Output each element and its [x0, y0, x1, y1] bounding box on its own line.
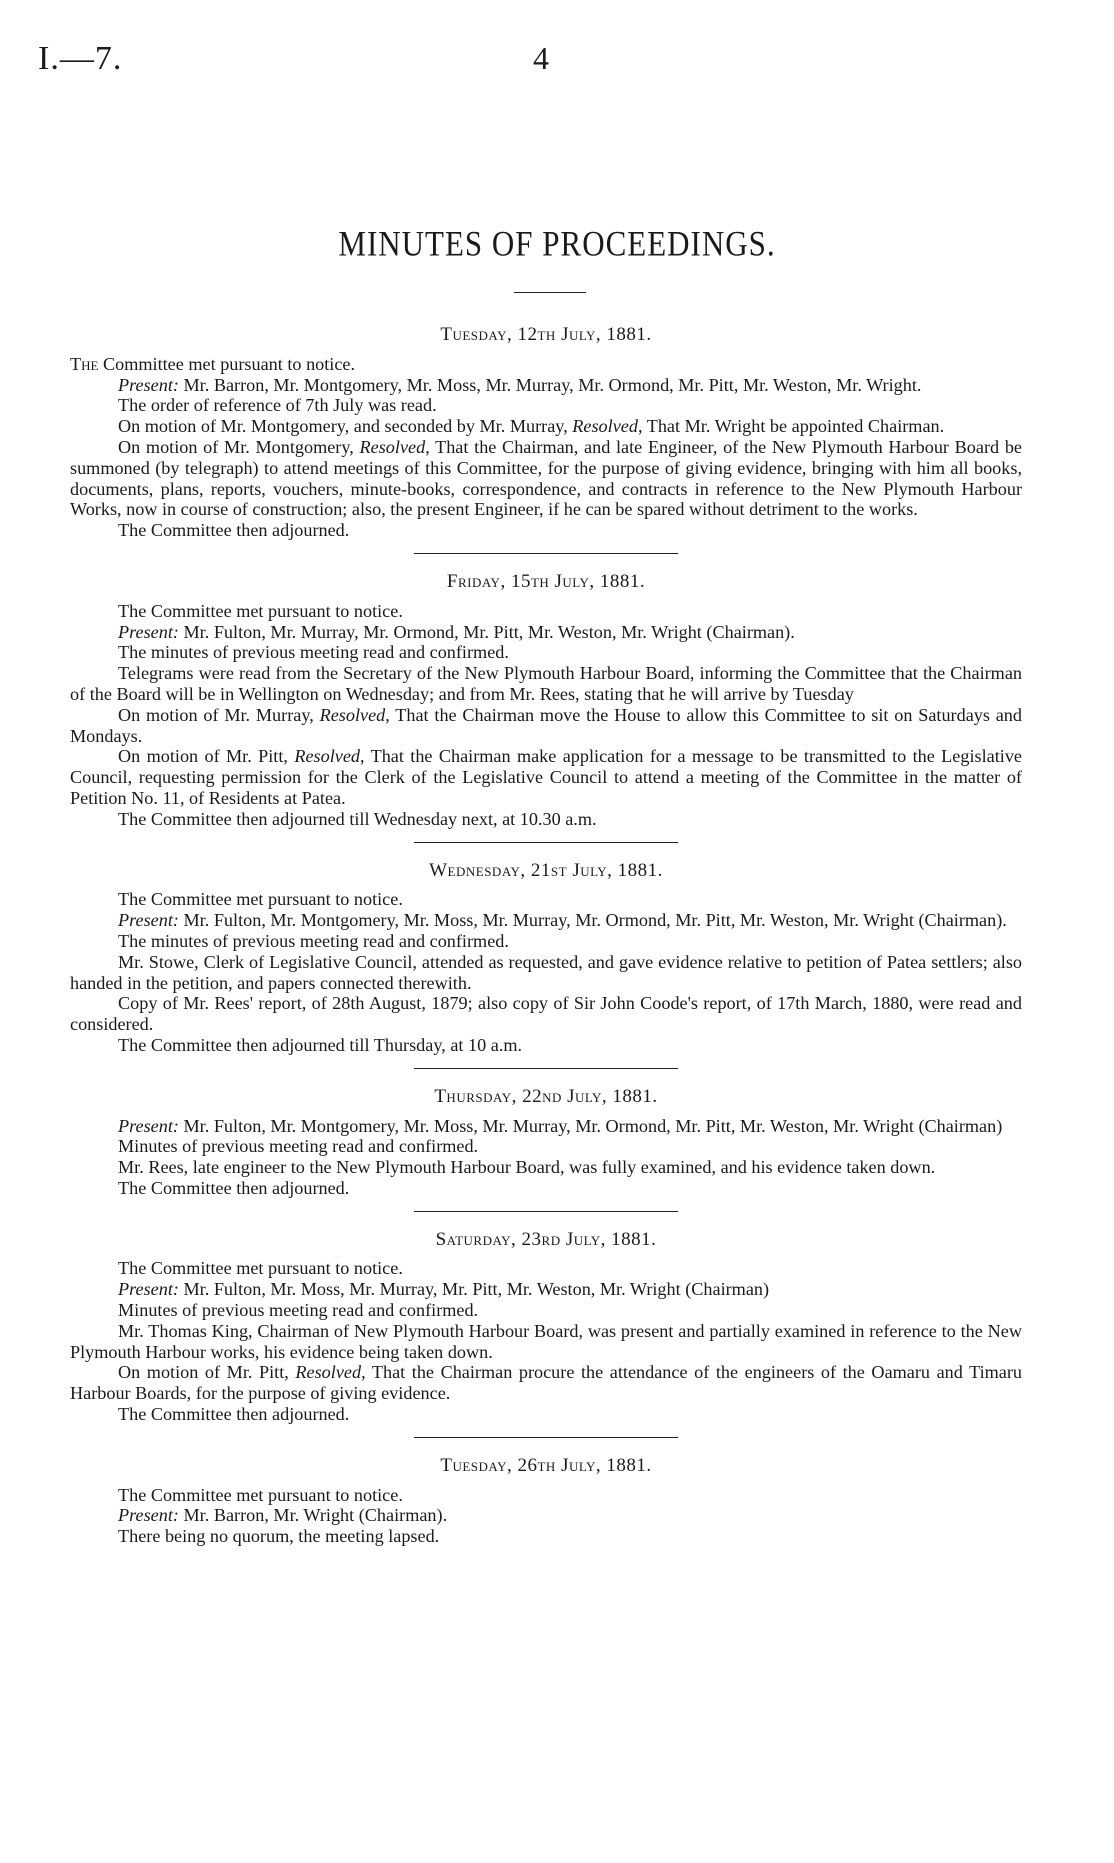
minute-paragraph: Mr. Thomas King, Chairman of New Plymouth Harbour Board, was present and partially examined in reference to the New Plymouth Harbour works, his evidence being taken down. [70, 1320, 1022, 1362]
minute-paragraph: On motion of Mr. Pitt, Resolved, That the Chairman procure the attendance of the engineers of the Oamaru and Timaru Harbour Boards, for the purpose of giving evidence. [70, 1362, 1022, 1404]
meeting-date: Wednesday, 21st July, 1881. [429, 859, 663, 881]
minute-paragraph: Telegrams were read from the Secretary of the New Plymouth Harbour Board, informing the Committee that the Chairman of the Board will be in Wellington on Wednesday; and from Mr. Rees, stating that he will arrive by Tuesday [70, 663, 1022, 704]
minute-paragraph: There being no quorum, the meeting lapsed. [118, 1526, 440, 1547]
minute-paragraph: The Committee met pursuant to notice. [118, 889, 403, 910]
section-divider [414, 1211, 678, 1212]
minute-paragraph: Minutes of previous meeting read and confirmed. [118, 1300, 479, 1321]
minute-paragraph: The minutes of previous meeting read and confirmed. [118, 642, 509, 663]
meeting-date: Thursday, 22nd July, 1881. [434, 1085, 658, 1107]
minute-paragraph: On motion of Mr. Montgomery, and seconded by Mr. Murray, Resolved, That Mr. Wright be appointed Chairman. [118, 416, 945, 437]
title-divider [514, 292, 586, 293]
minute-paragraph: The Committee then adjourned. [118, 1177, 350, 1198]
minute-paragraph: The Committee then adjourned till Thursday, at 10 a.m. [118, 1034, 523, 1055]
meeting-date: Tuesday, 26th July, 1881. [440, 1454, 652, 1476]
section-divider [414, 1437, 678, 1438]
minute-paragraph: Present: Mr. Fulton, Mr. Murray, Mr. Ormond, Mr. Pitt, Mr. Weston, Mr. Wright (Chairman). [118, 621, 795, 642]
paper-series-number: I.—7. [38, 40, 123, 77]
minute-paragraph: Present: Mr. Barron, Mr. Wright (Chairman). [118, 1505, 448, 1526]
meeting-entry [70, 1087, 1022, 1199]
minute-paragraph: Copy of Mr. Rees' report, of 28th August, 1879; also copy of Sir John Coode's report, of 17th March, 1880, were read and considered. [70, 993, 1022, 1035]
minute-paragraph: The order of reference of 7th July was read. [118, 395, 437, 416]
section-divider [414, 1068, 678, 1069]
minute-paragraph: The minutes of previous meeting read and confirmed. [118, 930, 509, 951]
meeting-date: Saturday, 23rd July, 1881. [435, 1228, 657, 1250]
minute-paragraph: On motion of Mr. Montgomery, Resolved, That the Chairman, and late Engineer, of the New Plymouth Harbour Board be summoned (by telegraph) to attend meetings of this Committee, for the purpose of giving evidence, bringing with him all books, documents, plans, reports, vouchers, minute-books, correspondence, and contracts in reference to the New Plymouth Harbour Works, now in course of construction; also, the present Engineer, if he can be spared without detriment to the works. [70, 436, 1022, 520]
meeting-date: Friday, 15th July, 1881. [446, 570, 646, 592]
minute-paragraph: Present: Mr. Fulton, Mr. Montgomery, Mr. Moss, Mr. Murray, Mr. Ormond, Mr. Pitt, Mr. Weston, Mr. Wright (Chairman). [118, 910, 1007, 931]
minute-paragraph: Present: Mr. Fulton, Mr. Montgomery, Mr. Moss, Mr. Murray, Mr. Ormond, Mr. Pitt, Mr. Weston, Mr. Wright (Chairman) [118, 1115, 1003, 1136]
page-number: 4 [533, 40, 549, 76]
section-divider [414, 842, 678, 843]
minute-paragraph: Minutes of previous meeting read and confirmed. [118, 1136, 479, 1157]
minute-paragraph: The Committee met pursuant to notice. [70, 353, 356, 374]
meeting-entry [70, 1230, 1022, 1425]
minute-paragraph: Mr. Rees, late engineer to the New Plymouth Harbour Board, was fully examined, and his evidence taken down. [118, 1157, 936, 1178]
minute-paragraph: The Committee then adjourned. [118, 520, 350, 541]
meeting-date: Tuesday, 12th July, 1881. [440, 324, 652, 345]
meeting-entry [70, 325, 1022, 541]
meeting-entry [70, 861, 1022, 1056]
minute-paragraph: The Committee then adjourned till Wednesday next, at 10.30 a.m. [118, 808, 597, 829]
section-divider [414, 553, 678, 554]
meeting-entry [70, 572, 1022, 830]
minute-paragraph: Mr. Stowe, Clerk of Legislative Council, attended as requested, and gave evidence relative to petition of Patea settlers; also handed in the petition, and papers connected therewith. [70, 951, 1022, 993]
minute-paragraph: Present: Mr. Fulton, Mr. Moss, Mr. Murray, Mr. Pitt, Mr. Weston, Mr. Wright (Chairman) [118, 1279, 770, 1300]
minutes-body [70, 325, 1022, 1547]
minute-paragraph: The Committee then adjourned. [118, 1404, 350, 1425]
page-title: MINUTES OF PROCEEDINGS. [338, 223, 776, 264]
meeting-entry [70, 1456, 1022, 1547]
minute-paragraph: Present: Mr. Barron, Mr. Montgomery, Mr. Moss, Mr. Murray, Mr. Ormond, Mr. Pitt, Mr. Weston, Mr. Wright. [118, 374, 922, 395]
minute-paragraph: The Committee met pursuant to notice. [118, 600, 403, 621]
minute-paragraph: On motion of Mr. Pitt, Resolved, That the Chairman make application for a message to be transmitted to the Legislative Council, requesting permission for the Clerk of the Legislative Council to attend a meeting of the Committee in the matter of Petition No. 11, of Residents at Patea. [70, 746, 1022, 808]
minute-paragraph: The Committee met pursuant to notice. [118, 1484, 403, 1505]
minute-paragraph: On motion of Mr. Murray, Resolved, That the Chairman move the House to allow this Committee to sit on Saturdays and Mondays. [70, 704, 1022, 746]
minute-paragraph: The Committee met pursuant to notice. [118, 1258, 403, 1279]
